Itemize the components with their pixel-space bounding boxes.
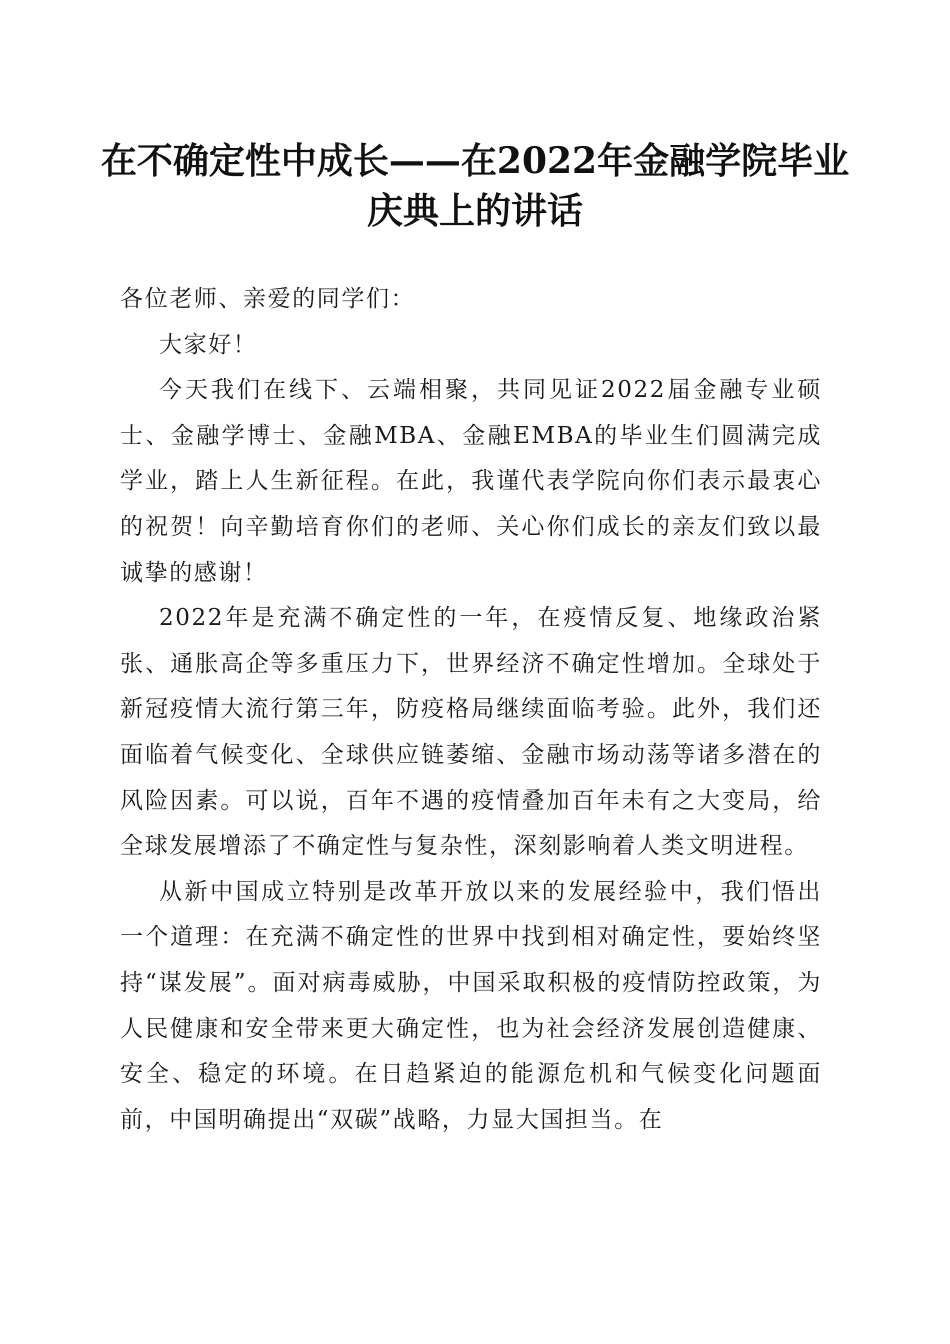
document-body [120, 277, 822, 1143]
document-title: 在不确定性中成长——在2022年金融学院毕业庆典上的讲话 [100, 140, 850, 232]
paragraph-greeting: 大家好！ [159, 331, 258, 358]
paragraph-development-experience: 从新中国成立特别是改革开放以来的发展经验中，我们悟出一个道理：在充满不确定性的世界中找到相对确定性，要始终坚持“谋发展”。面对病毒威胁，中国采取积极的疫情防控政策，为人民健康和安全带来更大确定性，也为社会经济发展创造健康、安全、稳定的环境。在日趋紧迫的能源危机和气候变化问题面前，中国明确提出“双碳”战略，力显大国担当。在 [120, 878, 822, 1133]
salutation: 各位老师、亲爱的同学们： [120, 286, 416, 312]
paragraph-congratulations: 今天我们在线下、云端相聚，共同见证2022届金融专业硕士、金融学博士、金融MBA、金融EMBA的毕业生们圆满完成学业，踏上人生新征程。在此，我谨代表学院向你们表示最衷心的祝贺！向辛勤培育你们的老师、关心你们成长的亲友们致以最诚挚的感谢！ [120, 377, 822, 586]
paragraph-uncertainty-2022: 2022年是充满不确定性的一年，在疫情反复、地缘政治紧张、通胀高企等多重压力下，世界经济不确定性增加。全球处于新冠疫情大流行第三年，防疫格局继续面临考验。此外，我们还面临着气候变化、全球供应链萎缩、金融市场动荡等诸多潜在的风险因素。可以说，百年不遇的疫情叠加百年未有之大变局，给全球发展增添了不确定性与复杂性，深刻影响着人类文明进程。 [120, 605, 822, 860]
